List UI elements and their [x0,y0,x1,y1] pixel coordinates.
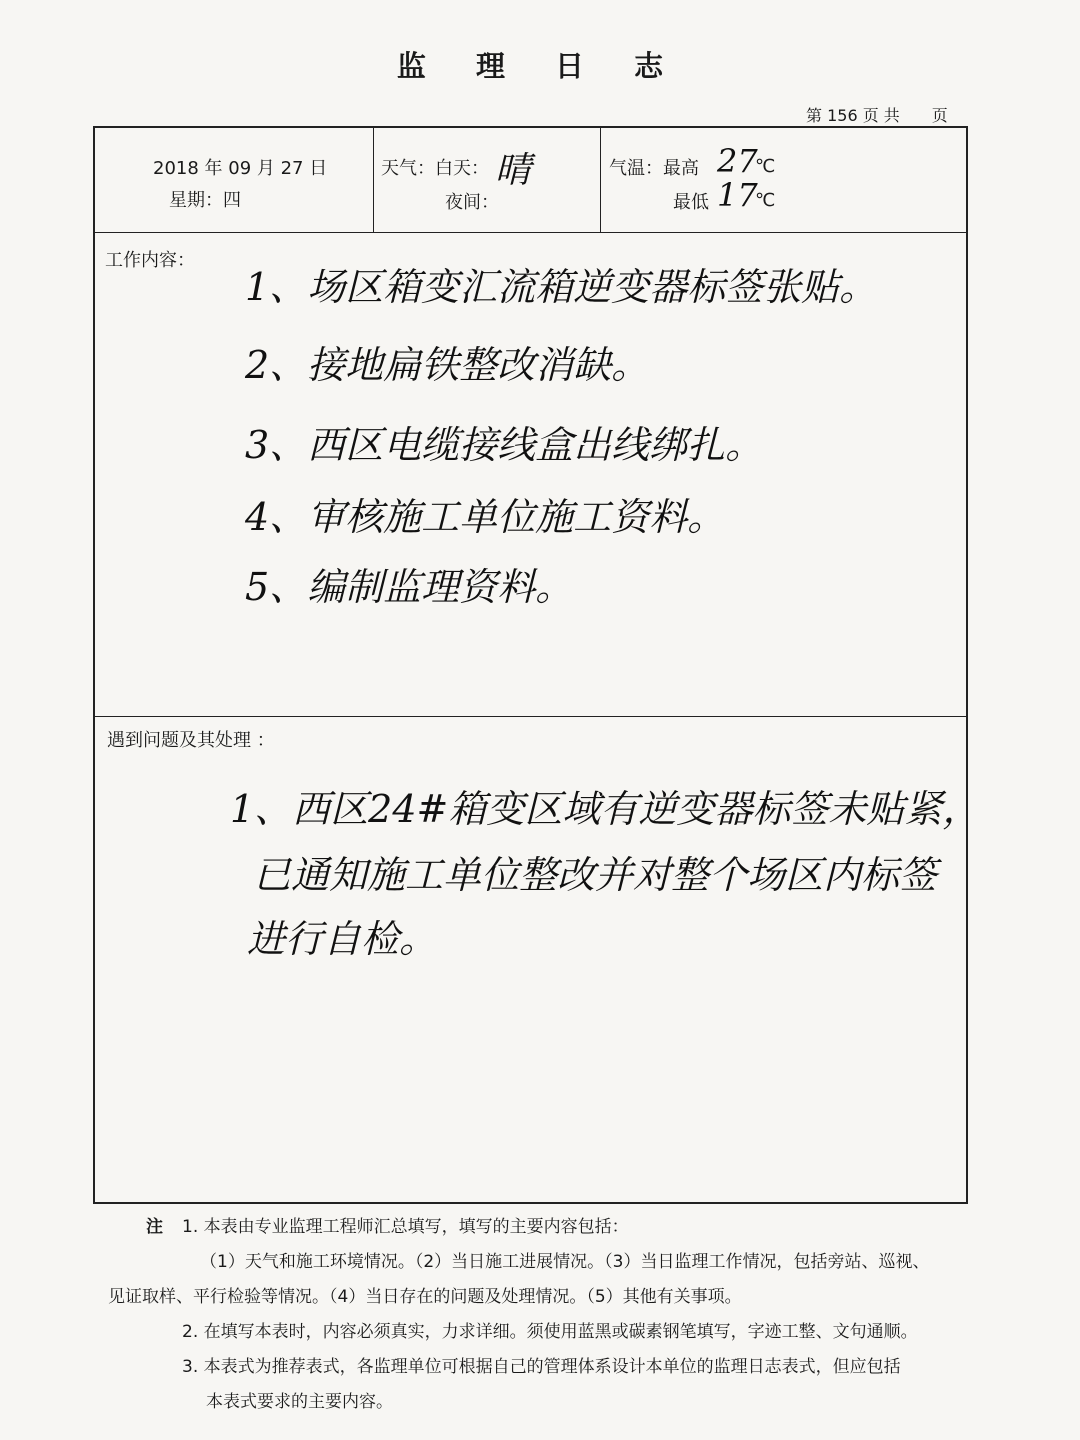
temp-low-label: 最低 [673,192,709,213]
date-field: 2018 年 09 月 27 日 [153,158,328,179]
work-item-5: 5、编制监理资料。 [245,565,574,609]
work-item-1: 1、场区箱变汇流箱逆变器标签张贴。 [245,265,878,309]
weather-day-value: 晴 [495,150,532,191]
temp-low-value: 17 [717,176,758,214]
weekday-field: 星期：四 [169,190,241,211]
note-line-4: 2. 在填写本表时，内容必须真实，力求详细。须使用蓝黑或碳素钢笔填写，字迹工整、文句通顺。 [182,1322,918,1342]
section-divider [95,716,966,717]
note-line-3: 见证取样、平行检验等情况。（4）当日存在的问题及处理情况。（5）其他有关事项。 [108,1287,742,1307]
temp-low-unit: ℃ [755,190,776,211]
log-form [93,126,981,1204]
header-bottom-line [95,232,966,233]
header-divider-1 [373,128,374,232]
temp-high-label: 气温：最高 [609,158,699,179]
work-item-3: 3、西区电缆接线盒出线绑扎。 [245,423,764,467]
note-line-6: 本表式要求的主要内容。 [206,1392,393,1412]
problems-label: 遇到问题及其处理 ： [107,730,275,751]
note-line-2: （1）天气和施工环境情况。（2）当日施工进展情况。（3）当日监理工作情况，包括旁站、巡视、 [200,1252,930,1272]
work-item-2: 2、接地扁铁整改消缺。 [245,343,650,387]
problem-line-3: 进行自检。 [247,917,438,961]
note-line-5: 3. 本表式为推荐表式，各监理单位可根据自己的管理体系设计本单位的监理日志表式，但应包括 [182,1357,901,1377]
problem-line-2: 已通知施工单位整改并对整个场区内标签 [253,853,938,897]
work-content-label: 工作内容： [105,250,195,271]
notes-prefix: 注 [146,1217,163,1237]
weather-night-label: 夜间： [445,192,499,213]
temp-high-unit: ℃ [755,156,776,177]
problem-line-1: 1、西区24#箱变区域有逆变器标签未贴紧， [230,787,981,831]
note-line-1: 1. 本表由专业监理工程师汇总填写，填写的主要内容包括： [182,1217,629,1237]
document-title: 监 理 日 志 [396,49,684,83]
page-number: 第 156 页 共 页 [806,106,948,125]
header-divider-2 [600,128,601,232]
work-item-4: 4、审核施工单位施工资料。 [245,495,726,539]
temp-high-value: 27 [717,142,758,180]
weather-day-label: 天气：白天： [381,158,489,179]
